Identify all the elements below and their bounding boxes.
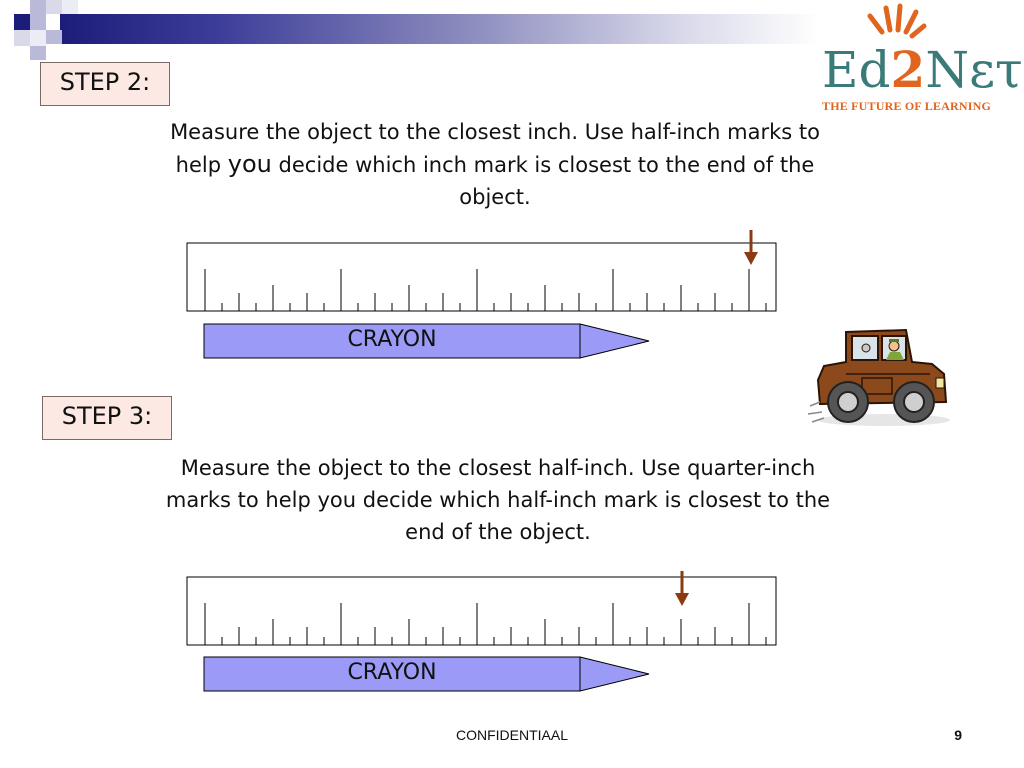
decor-square bbox=[62, 0, 78, 14]
decor-square bbox=[30, 14, 46, 30]
step2-instruction bbox=[160, 116, 830, 213]
step2-label-box bbox=[40, 62, 170, 106]
logo-tagline: THE FUTURE OF LEARNING bbox=[822, 99, 991, 113]
jeep-clipart bbox=[806, 322, 952, 430]
step3-ruler-frame bbox=[187, 577, 776, 645]
decor-square bbox=[46, 30, 62, 44]
step2-crayon-label: CRAYON bbox=[347, 327, 437, 352]
step2-instruction-text-b: decide which inch mark is closest to the end of the object. bbox=[271, 153, 815, 209]
step3-crayon-label: CRAYON bbox=[347, 660, 437, 685]
step3-label: STEP 3: bbox=[61, 402, 153, 430]
step2-ruler bbox=[186, 228, 780, 316]
decor-square bbox=[30, 46, 46, 60]
step3-label-box bbox=[42, 396, 172, 440]
step2-label: STEP 2: bbox=[59, 68, 151, 96]
decor-square bbox=[46, 0, 62, 14]
page-number: 9 bbox=[954, 727, 962, 743]
decor-square bbox=[14, 30, 30, 46]
title-gradient-band bbox=[60, 14, 820, 44]
step2-ruler-frame bbox=[187, 243, 776, 311]
step2-instruction-text-a: Measure the object to the closest inch. Use half-inch marks to help bbox=[170, 120, 820, 177]
decor-square bbox=[30, 0, 46, 14]
logo-wordmark: Ed2Nετ bbox=[822, 40, 1023, 99]
decor-square bbox=[30, 30, 46, 46]
title-decoration bbox=[0, 0, 830, 64]
decor-square bbox=[14, 14, 30, 30]
step3-instruction: Measure the object to the closest half-inch. Use quarter-inch marks to help you decide which half-inch mark is closest to the end of the object. bbox=[165, 456, 831, 544]
step3-ruler bbox=[186, 562, 780, 650]
footer-confidential: CONFIDENTIAAL bbox=[455, 727, 568, 743]
step2-instruction-emphasis: you bbox=[227, 150, 272, 178]
